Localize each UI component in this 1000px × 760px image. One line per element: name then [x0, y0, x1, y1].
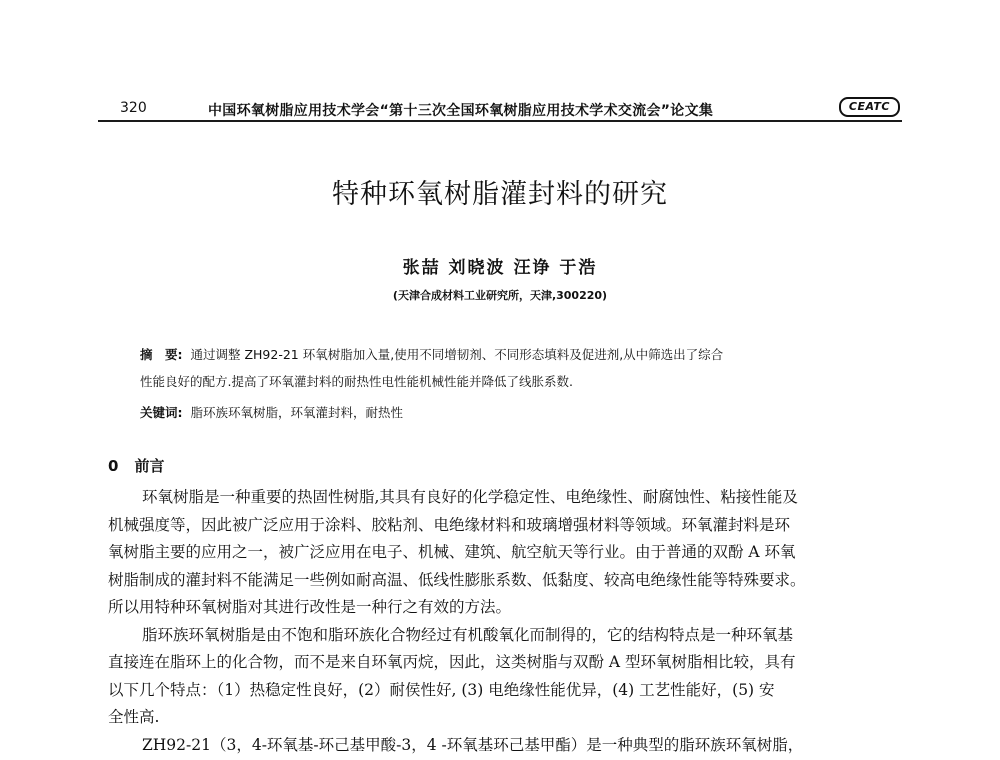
keywords-text: 脂环族环氧树脂，环氧灌封料，耐热性	[190, 405, 404, 420]
body-line: ZH92-21（3，4-环氧基-环己基甲酸-3，4 -环氧基环己基甲酯）是一种典型的脂环族环氧树脂，	[142, 735, 804, 754]
body-line: 氧树脂主要的应用之一，被广泛应用在电子、机械、建筑、航空航天等行业。由于普通的双酚 A 环氧	[108, 543, 796, 561]
page-header	[98, 86, 902, 122]
section-heading	[108, 455, 164, 476]
keywords-line	[140, 399, 900, 426]
abstract-block	[140, 341, 900, 426]
body-text	[108, 484, 900, 759]
body-line: 直接连在脂环上的化合物，而不是来自环氧丙烷，因此，这类树脂与双酚 A 型环氧树脂相比较，具有	[108, 653, 796, 671]
author-affiliation: (天津合成材料工业研究所，天津,300220)	[392, 289, 608, 302]
abstract-label: 摘 要:	[140, 347, 183, 362]
body-line: 全性高.	[108, 708, 160, 726]
abstract-text-line-1: 通过调整 ZH92-21 环氧树脂加入量,使用不同增韧剂、不同形态填料及促进剂,从中筛选出了综合	[190, 347, 724, 362]
body-line: 脂环族环氧树脂是由不饱和脂环族化合物经过有机酸氧化而制得的，它的结构特点是一种环氧基	[142, 625, 794, 644]
body-line: 树脂制成的灌封料不能满足一些例如耐高温、低线性膨胀系数、低黏度、较高电绝缘性能等特殊要求。	[108, 570, 806, 589]
paper-title: 特种环氧树脂灌封料的研究	[332, 179, 668, 210]
section-number: 0	[108, 457, 119, 475]
section-title: 前言	[134, 457, 165, 475]
abstract-text-line-2: 性能良好的配方.提高了环氧灌封料的耐热性电性能机械性能并降低了线胀系数.	[140, 374, 573, 389]
author-list: 张喆 刘晓波 汪诤 于浩	[402, 258, 598, 278]
abstract-line	[140, 368, 900, 395]
body-line: 机械强度等，因此被广泛应用于涂料、胶粘剂、电绝缘材料和玻璃增强材料等领域。环氧灌封料是环	[108, 515, 791, 534]
abstract-line	[140, 341, 900, 368]
body-line: 以下几个特点：（1）热稳定性良好，(2）耐侯性好, (3) 电绝缘性能优异，(4) 工艺性能好，(5) 安	[108, 680, 775, 699]
ceatc-logo: CEATC	[839, 97, 900, 117]
keywords-label: 关键词:	[140, 405, 183, 420]
body-line: 环氧树脂是一种重要的热固性树脂,其具有良好的化学稳定性、电绝缘性、耐腐蚀性、粘接性能及	[142, 488, 798, 506]
body-line: 所以用特种环氧树脂对其进行改性是一种行之有效的方法。	[108, 598, 512, 616]
running-header-title: 中国环氧树脂应用技术学会“第十三次全国环氧树脂应用技术学术交流会”论文集	[208, 103, 714, 119]
page-number: 320	[120, 100, 147, 116]
